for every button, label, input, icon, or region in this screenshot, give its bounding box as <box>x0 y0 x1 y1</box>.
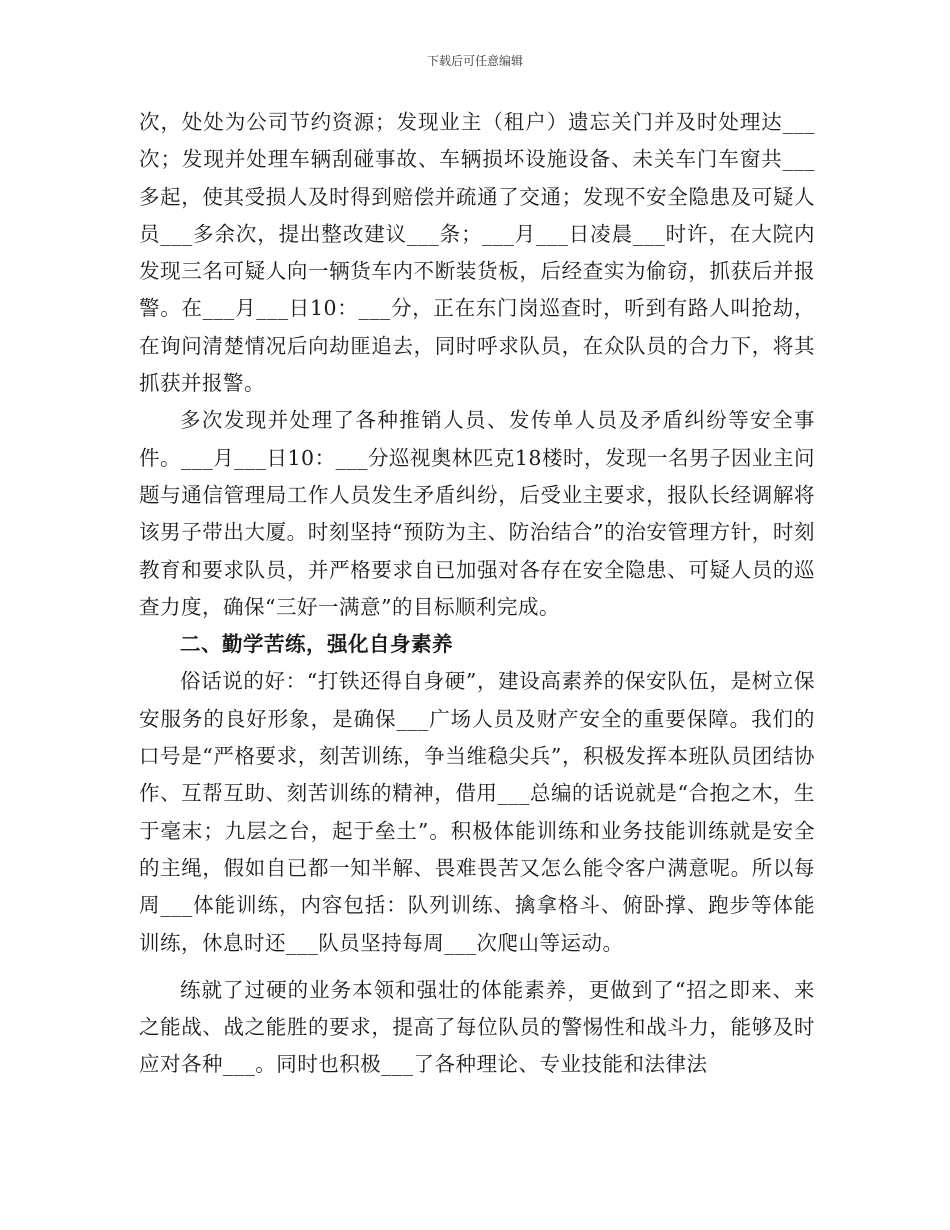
document-body <box>139 104 815 1084</box>
section-heading-2: 二、勤学苦练，强化自身素养 <box>180 632 453 657</box>
paragraph-continuation: 次，处处为公司节约资源；发现业主（租户）遗忘关门并及时处理达___次；发现并处理车辆刮碰事故、车辆损坏设施设备、未关车门车窗共___多起，使其受损人及时得到赔偿并疏通了交通；发现不安全隐患及可疑人员___多余次，提出整改建议___条；___月___日凌晨___时许，在大院内发现三名可疑人向一辆货车内不断装货板，后经查实为偷窃，抓获后并报警。在___月___日10：___分，正在东门岗巡查时，听到有路人叫抢劫，在询问清楚情况后向劫匪追去，同时呼求队员，在众队员的合力下，将其抓获并报警。 <box>139 110 815 396</box>
paragraph-training: 俗话说的好：“打铁还得自身硬”，建设高素养的保安队伍，是树立保安服务的良好形象，是确保___广场人员及财产安全的重要保障。我们的口号是“严格要求，刻苦训练，争当维稳尖兵”，积极发挥本班队员团结协作、互帮互助、刻苦训练的精神，借用___总编的话说就是“合抱之木，生于毫末；九层之台，起于垒土”。积极体能训练和业务技能训练就是安全的主绳，假如自已都一知半解、畏难畏苦又怎么能令客户满意呢。所以每周___体能训练，内容包括：队列训练、擒拿格斗、俯卧撑、跑步等体能训练，休息时还___队员坚持每周___次爬山等运动。 <box>139 669 815 955</box>
paragraph-skills: 练就了过硬的业务本领和强壮的体能素养，更做到了“招之即来、来之能战、战之能胜的要求，提高了每位队员的警惕性和战斗力，能够及时应对各种___。同时也积极___了各种理论、专业技能和法律法 <box>139 977 815 1077</box>
paragraph-gap <box>139 962 815 972</box>
paragraph-incidents: 多次发现并处理了各种推销人员、发传单人员及矛盾纠纷等安全事件。___月___日10：___分巡视奥林匹克18楼时，发现一名男子因业主问题与通信管理局工作人员发生矛盾纠纷，后受业主要求，报队长经调解将该男子带出大厦。时刻坚持“预防为主、防治结合”的治安管理方针，时刻教育和要求队员，并严格要求自已加强对各存在安全隐患、可疑人员的巡查力度，确保“三好一满意”的目标顺利完成。 <box>139 408 815 619</box>
page-header-note: 下载后可任意编辑 <box>426 54 523 68</box>
